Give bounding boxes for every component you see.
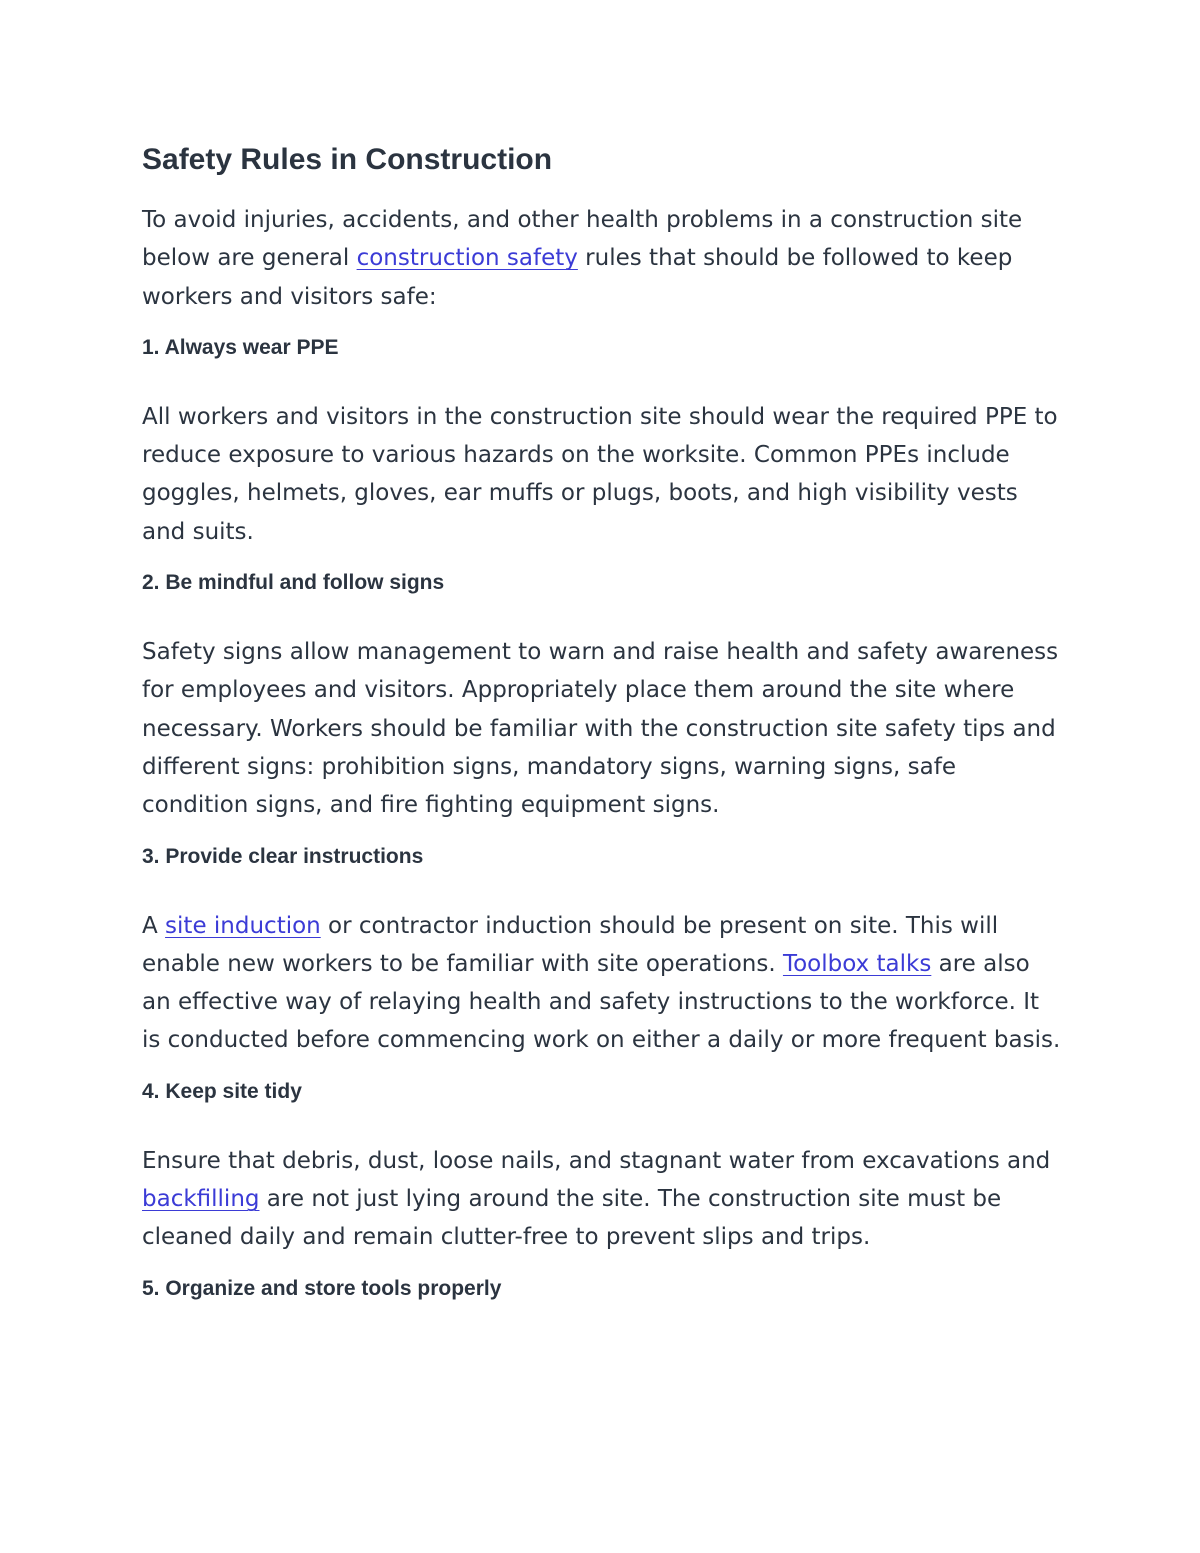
section-paragraph-1: All workers and visitors in the construction site should wear the required PPE to reduce exposure to various hazards on the worksite. Common PPEs include goggles, helmets, gloves, ear muffs or plugs, boots, and high visibility vests and suits.: [142, 403, 1058, 545]
section-heading-3: 3. Provide clear instructions: [142, 844, 424, 868]
intro-paragraph: [142, 201, 1062, 316]
section-paragraph-3: [142, 907, 1062, 1060]
construction-safety-link[interactable]: construction safety: [356, 245, 578, 272]
section-heading-2: 2. Be mindful and follow signs: [142, 571, 445, 595]
section-4-text-a: Ensure that debris, dust, loose nails, and stagnant water from excavations and: [142, 1147, 1051, 1174]
section-3-text-b: or contractor induction should be present on site. This will enable new workers to be familiar with site operations.: [142, 912, 999, 977]
backfilling-link[interactable]: backfilling: [142, 1186, 260, 1213]
section-3-text-c: are also an effective way of relaying health and safety instructions to the workforce. It is conducted before commencing work on either a daily or more frequent basis.: [142, 950, 1061, 1054]
section-3-text-a: A: [142, 912, 166, 939]
section-heading-5: 5. Organize and store tools properly: [142, 1276, 502, 1300]
section-4-text-b: are not just lying around the site. The construction site must be cleaned daily and remain clutter-free to prevent slips and trips.: [142, 1186, 1002, 1251]
site-induction-link[interactable]: site induction: [165, 912, 321, 939]
intro-text-after: rules that should be followed to keep workers and visitors safe:: [142, 245, 1013, 310]
toolbox-talks-link[interactable]: Toolbox talks: [782, 950, 932, 977]
section-paragraph-2: Safety signs allow management to warn and raise health and safety awareness for employees and visitors. Appropriately place them around the site where necessary. Workers should be familiar with the construction site safety tips and different signs: prohibition signs, mandatory signs, warning signs, safe condition signs, and fire fighting equipment signs.: [142, 639, 1059, 819]
intro-text-before: To avoid injuries, accidents, and other health problems in a construction site below are general: [142, 207, 1023, 272]
document-content: [142, 140, 1062, 1339]
page-title: Safety Rules in Construction: [142, 143, 553, 176]
section-paragraph-4: [142, 1142, 1062, 1257]
section-heading-1: 1. Always wear PPE: [142, 335, 339, 359]
section-heading-4: 4. Keep site tidy: [142, 1079, 302, 1103]
